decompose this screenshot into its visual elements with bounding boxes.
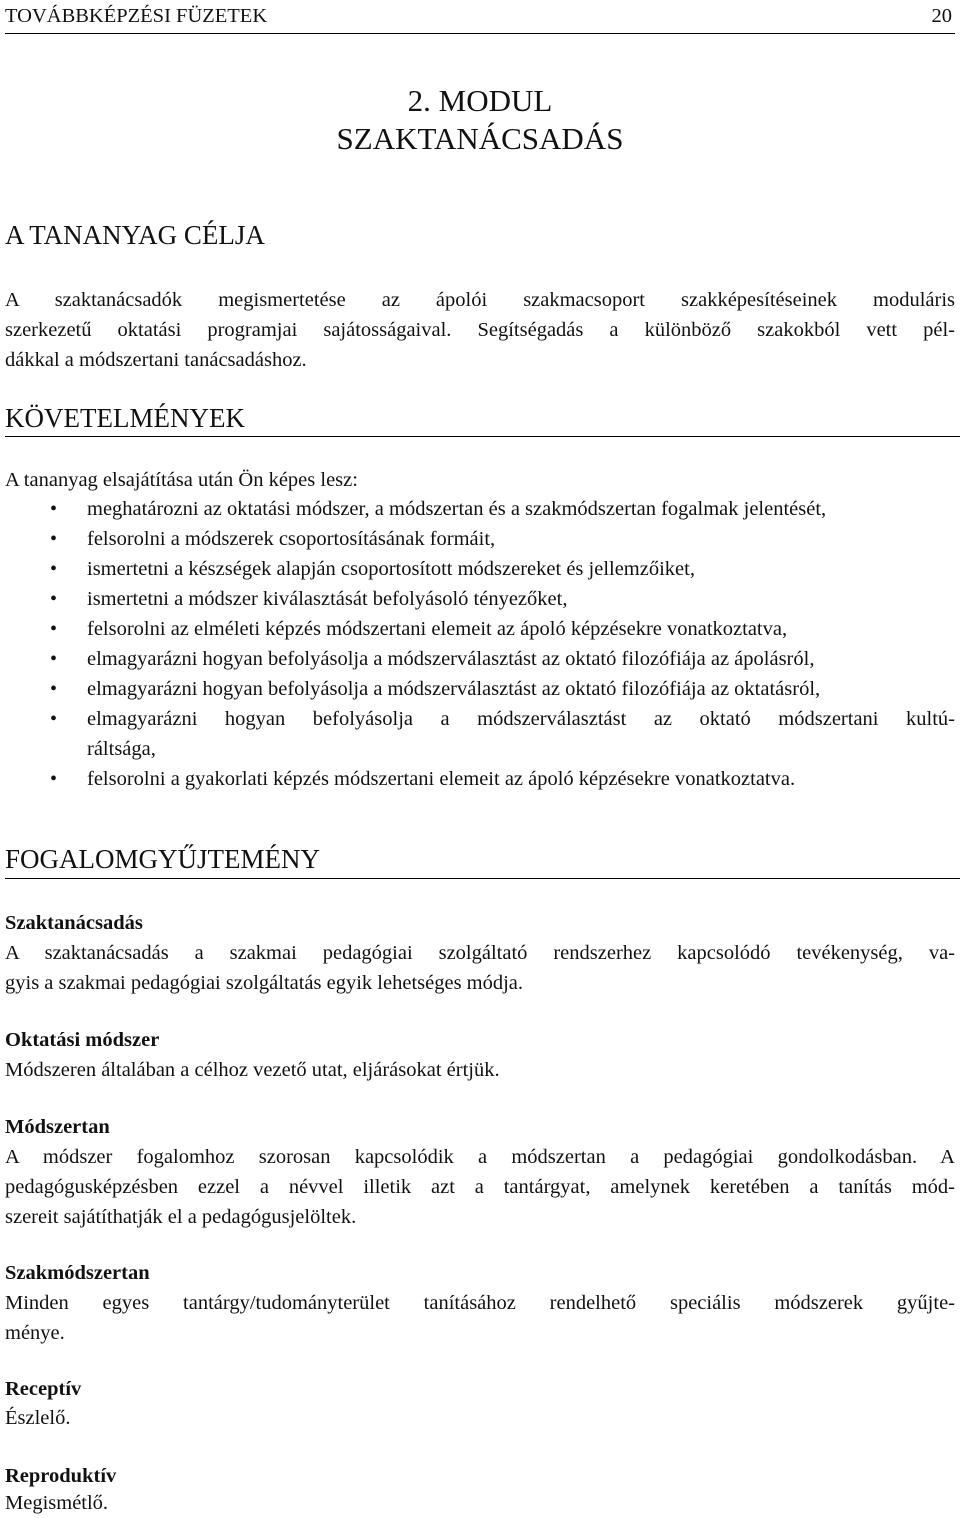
bullet-icon: • <box>50 678 58 700</box>
bullet-icon: • <box>50 588 58 610</box>
list-item-text: felsorolni a gyakorlati képzés módszertani elemeit az ápoló képzésekre vonatkoztatva. <box>87 768 796 790</box>
module-title: SZAKTANÁCSADÁS <box>336 121 624 156</box>
definition-line: A módszer fogalomhoz szorosan kapcsolódik a módszertan a pedagógiai gondolkodásban. A <box>5 1146 955 1168</box>
list-item <box>0 674 955 704</box>
bullet-icon: • <box>50 498 58 520</box>
definition-line: Módszeren általában a célhoz vezető utat, eljárásokat értjük. <box>5 1059 500 1081</box>
goal-line: szerkezetű oktatási programjai sajátosságaival. Segítségadás a különböző szakokból vett pél- <box>5 319 955 341</box>
page-number: 20 <box>931 5 952 27</box>
list-item <box>0 614 955 644</box>
bullet-icon: • <box>50 528 58 550</box>
glossary-term-title: Receptív <box>5 1378 82 1400</box>
glossary-term-definition <box>5 1142 955 1232</box>
list-item-text: ismertetni a módszer kiválasztását befolyásoló tényezőket, <box>87 588 568 610</box>
requirements-list <box>0 494 960 794</box>
goal-paragraph <box>5 285 955 375</box>
glossary-term-definition <box>5 938 955 998</box>
journal-title: TOVÁBBKÉPZÉSI FÜZETEK <box>5 5 268 27</box>
requirements-heading: KÖVETELMÉNYEK <box>5 402 960 437</box>
glossary-term-title: Oktatási módszer <box>5 1029 160 1051</box>
list-item-text: elmagyarázni hogyan befolyásolja a módszerválasztást az oktató filozófiája az ápolásról, <box>87 648 815 670</box>
running-header <box>5 0 955 34</box>
definition-line: Észlelő. <box>5 1407 71 1429</box>
definition-line: A szaktanácsadás a szakmai pedagógiai szolgáltató rendszerhez kapcsolódó tevékenység, va- <box>5 942 955 964</box>
bullet-icon: • <box>50 708 58 730</box>
list-item-text: elmagyarázni hogyan befolyásolja a módszerválasztást az oktató filozófiája az oktatásról, <box>87 678 821 700</box>
list-item <box>0 584 955 614</box>
goal-heading: A TANANYAG CÉLJA <box>5 220 265 250</box>
list-item-text: elmagyarázni hogyan befolyásolja a módszerválasztást az oktató módszertani kultú- <box>87 708 955 730</box>
definition-line: ménye. <box>5 1322 65 1344</box>
glossary-term-title: Reproduktív <box>5 1465 117 1487</box>
bullet-icon: • <box>50 768 58 790</box>
module-number: 2. MODUL <box>407 83 553 118</box>
definition-line: Minden egyes tantárgy/tudományterület tanításához rendelhető speciális módszerek gyűjte- <box>5 1292 955 1314</box>
list-item <box>0 704 955 764</box>
glossary-term-title: Módszertan <box>5 1116 110 1138</box>
list-item <box>0 644 955 674</box>
glossary-term-definition <box>5 1288 955 1348</box>
list-item-text: felsorolni a módszerek csoportosításának formáit, <box>87 528 496 550</box>
goal-line: A szaktanácsadók megismertetése az ápolói szakmacsoport szakképesítéseinek moduláris <box>5 289 955 311</box>
glossary-term-title: Szaktanácsadás <box>5 912 143 934</box>
requirements-intro: A tananyag elsajátítása után Ön képes lesz: <box>5 469 358 491</box>
list-item <box>0 494 955 524</box>
list-item <box>0 524 955 554</box>
definition-line: Megismétlő. <box>5 1492 109 1514</box>
definition-line: pedagógusképzésben ezzel a névvel illetik azt a tantárgyat, amelynek keretében a tanítás mód- <box>5 1176 955 1198</box>
list-item-text: felsorolni az elméleti képzés módszertani elemeit az ápoló képzésekre vonatkoztatva, <box>87 618 788 640</box>
bullet-icon: • <box>50 648 58 670</box>
bullet-icon: • <box>50 618 58 640</box>
list-item-text: meghatározni az oktatási módszer, a módszertan és a szakmódszertan fogalmak jelentését, <box>87 498 827 520</box>
goal-line: dákkal a módszertani tanácsadáshoz. <box>5 349 307 371</box>
list-item <box>0 554 955 584</box>
glossary-term-definition <box>5 1055 955 1085</box>
list-item <box>0 764 955 794</box>
glossary-term-definition <box>5 1403 955 1433</box>
glossary-term-title: Szakmódszertan <box>5 1262 150 1284</box>
bullet-icon: • <box>50 558 58 580</box>
glossary-heading: FOGALOMGYŰJTEMÉNY <box>5 843 960 879</box>
list-item-text: ráltsága, <box>87 738 156 760</box>
definition-line: szereit sajátíthatják el a pedagógusjelöltek. <box>5 1206 357 1228</box>
list-item-text: ismertetni a készségek alapján csoportosított módszereket és jellemzőiket, <box>87 558 695 580</box>
glossary-term-definition <box>5 1488 955 1518</box>
definition-line: gyis a szakmai pedagógiai szolgáltatás egyik lehetséges módja. <box>5 972 524 994</box>
